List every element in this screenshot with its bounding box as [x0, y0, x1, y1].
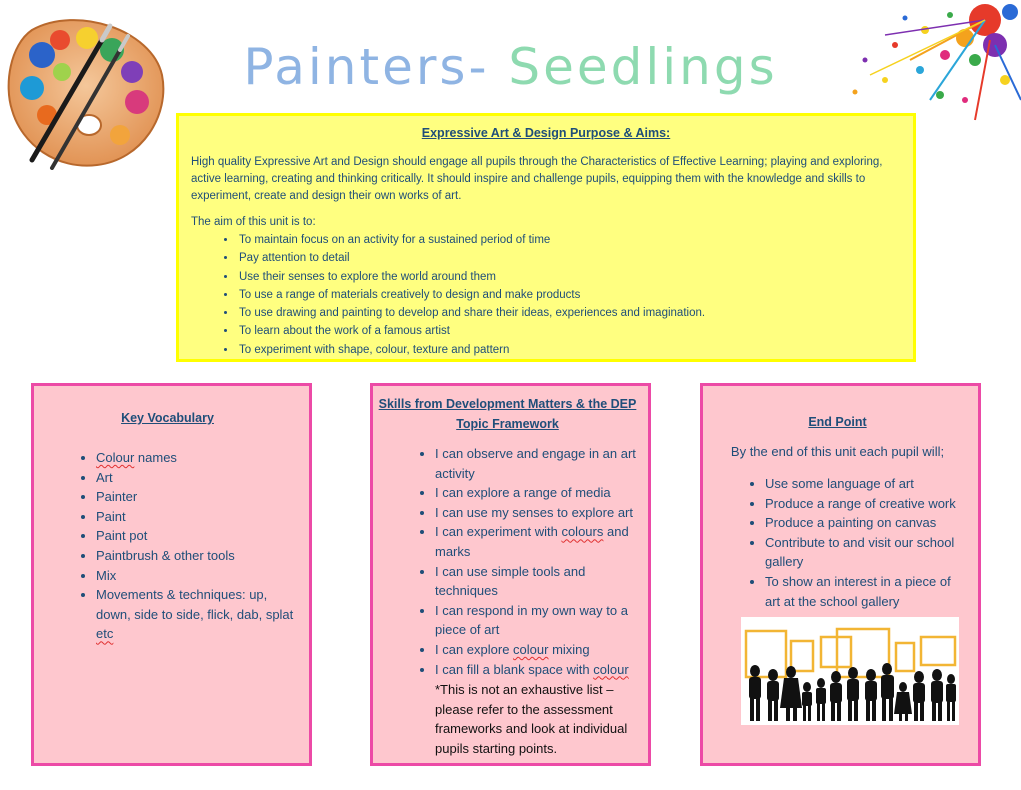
list-item	[435, 660, 638, 680]
key-vocabulary-panel	[31, 383, 312, 766]
skills-panel	[370, 383, 651, 766]
skill-text: I can experiment with	[435, 524, 562, 540]
list-item: • Paint	[96, 507, 297, 527]
list-item: • Paint pot	[96, 526, 297, 546]
palette-icon	[2, 10, 167, 170]
skill-text: and marks	[435, 524, 629, 559]
skill-text: I can explore	[435, 641, 514, 657]
endpoint-heading: End Point	[808, 415, 867, 429]
aims-intro: High quality Expressive Art and Design should engage all pupils through the Characteristics of Effective Learning; playing and exploring, active learning, creating and thinking critically. It should inspire and challenge pupils, equipping them with the knowledge and skills to experiment, create and design their own works of art.	[191, 156, 883, 202]
list-item: • I can explore a range of media	[435, 483, 638, 503]
list-item: • I can respond in my own way to a piece of art	[435, 601, 638, 640]
spellcheck-word: colour	[593, 661, 629, 677]
purpose-aims-panel	[176, 113, 916, 362]
list-item: • To maintain focus on an activity for a sustained period of time	[237, 231, 901, 249]
list-item: • Use some language of art	[765, 474, 968, 494]
endpoint-intro: By the end of this unit each pupil will;	[730, 444, 945, 459]
list-item: • Use their senses to explore the world around them	[237, 268, 901, 286]
list-item: • Mix	[96, 566, 297, 586]
title-part-seedlings: Seedlings	[508, 38, 778, 96]
gallery-silhouette-image	[741, 617, 959, 725]
list-item: • Paintbrush & other tools	[96, 546, 297, 566]
list-item: • To use drawing and painting to develop and share their ideas, experiences and imagination.	[237, 304, 901, 322]
aims-lead: The aim of this unit is to:	[191, 216, 316, 228]
list-item: • I can observe and engage in an art activity	[435, 444, 638, 483]
list-item: • Produce a painting on canvas	[765, 513, 968, 533]
paint-splash-icon	[825, 0, 1021, 125]
list-item: • I can use simple tools and techniques	[435, 562, 638, 601]
list-item: • To use a range of materials creatively to design and make products	[237, 286, 901, 304]
skill-text: I can fill a blank space with	[435, 661, 594, 677]
list-item	[435, 640, 638, 660]
list-item	[435, 522, 638, 561]
skill-text: mixing	[548, 641, 590, 657]
spellcheck-word: Colour	[96, 450, 135, 465]
spellcheck-word: colour	[513, 641, 549, 657]
list-item: • I can use my senses to explore art	[435, 503, 638, 523]
aims-list	[191, 231, 901, 359]
list-item: • Art	[96, 468, 297, 488]
vocab-item-text: names	[134, 450, 177, 465]
list-item: • To experiment with shape, colour, texture and pattern	[237, 341, 901, 359]
title-part-painters: Painters-	[243, 38, 490, 96]
vocab-heading: Key Vocabulary	[121, 411, 214, 425]
list-item: • To show an interest in a piece of art at the school gallery	[765, 572, 968, 611]
list-item: • Painter	[96, 487, 297, 507]
skills-list	[377, 444, 638, 679]
list-item	[96, 448, 297, 468]
list-item: • Contribute to and visit our school gallery	[765, 533, 968, 572]
list-item: • Pay attention to detail	[237, 249, 901, 267]
spellcheck-word: etc	[96, 626, 114, 642]
aims-heading: Expressive Art & Design Purpose & Aims:	[421, 126, 671, 140]
vocab-list	[38, 448, 297, 644]
endpoint-list	[707, 474, 968, 611]
spellcheck-word: colours	[561, 524, 604, 540]
skills-heading: Skills from Development Matters & the DEP Topic Framework	[378, 397, 637, 431]
list-item: • Produce a range of creative work	[765, 494, 968, 514]
skills-note: *This is not an exhaustive list – please refer to the assessment frameworks and look at individual pupils starting points.	[435, 682, 628, 756]
vocab-item-text: Movements & techniques: up, down, side to side, flick, dab, splat	[96, 587, 294, 622]
list-item: • To learn about the work of a famous artist	[237, 322, 901, 340]
list-item	[96, 585, 297, 644]
